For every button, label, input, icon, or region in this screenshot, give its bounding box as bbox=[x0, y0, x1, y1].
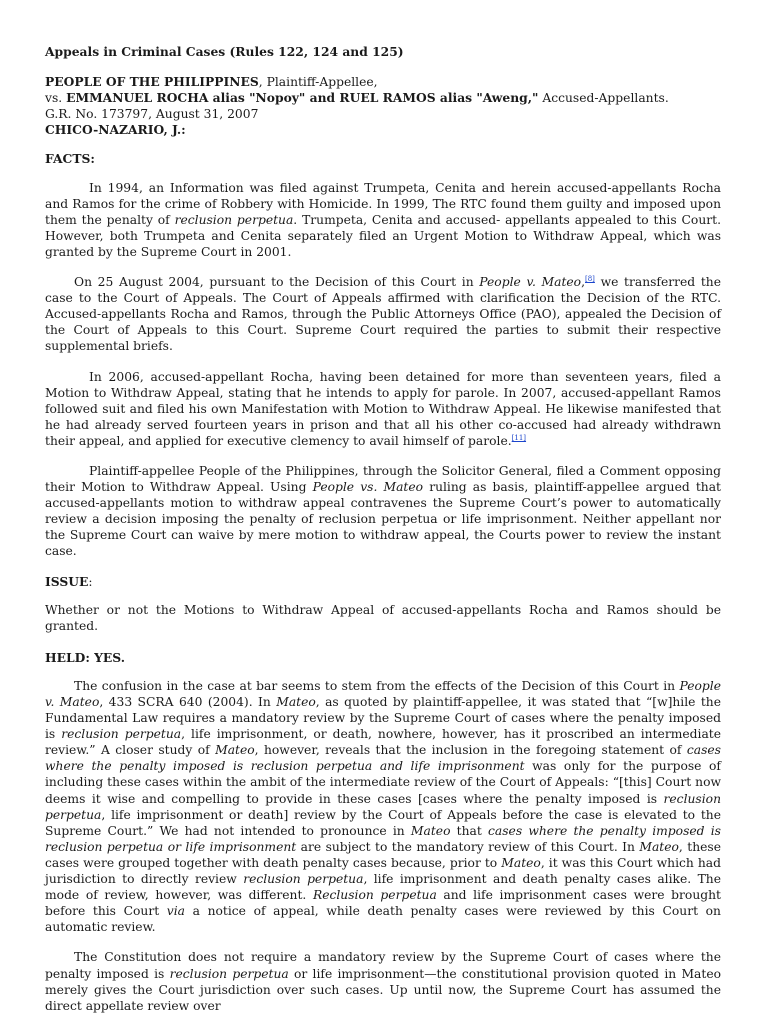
text-run: ruling as basis, plaintiff-appellee argued that accused-appellants motion to withdraw appeal contravenes the Supreme Court’s power to automatically review a decision imposing the penalty of reclusion perpetua or life imprisonment. Neither appellant nor the Supreme Court can waive by mere motion to withdraw appeal, the Courts power to review the instant case. bbox=[45, 480, 721, 559]
defendant-role: Accused-Appellants. bbox=[538, 91, 669, 106]
italic-run: Reclusion perpetua bbox=[312, 888, 437, 903]
issue-text: Whether or not the Motions to Withdraw Appeal of accused-appellants Rocha and Ramos should be granted. bbox=[45, 602, 721, 633]
text-run: , it was this Court which had jurisdiction to directly review bbox=[45, 855, 721, 887]
gr-number-line: G.R. No. 173797, August 31, 2007 bbox=[45, 107, 259, 122]
facts-heading: FACTS: bbox=[45, 151, 95, 167]
ponente-line: CHICO-NAZARIO, J.: bbox=[45, 122, 186, 138]
text-run: The confusion in the case at bar seems to stem from the effects of the Decision of this Court in bbox=[74, 678, 680, 693]
facts-paragraph-2 bbox=[45, 274, 721, 354]
footnote-link-8[interactable]: [8] bbox=[584, 274, 595, 283]
document-page bbox=[45, 44, 721, 1028]
italic-run: via bbox=[166, 904, 186, 919]
text-run: , life imprisonment or death] review by the Court of Appeals before the case is elevated to the Supreme Court.” We had not intended to pronounce in bbox=[45, 807, 721, 838]
italic-run: Mateo bbox=[276, 695, 316, 709]
caption-line-1 bbox=[45, 74, 721, 90]
text-run: , bbox=[581, 275, 585, 290]
held-paragraph-1 bbox=[45, 678, 721, 936]
text-run: are subject to the mandatory review of this Court. In bbox=[296, 839, 640, 854]
italic-run: reclusion perpetua bbox=[174, 212, 294, 227]
italic-run: Mateo bbox=[410, 823, 451, 838]
text-run: Plaintiff-appellee People of the Philippines, through the Solicitor General, filed a Comment opposing their Motion to Withdraw Appeal. Using bbox=[45, 463, 721, 495]
versus-text: vs. bbox=[45, 91, 67, 106]
held-answer: : YES. bbox=[85, 649, 126, 665]
text-run: that bbox=[450, 823, 489, 838]
italic-run: People v. Mateo bbox=[45, 678, 721, 709]
issue-heading bbox=[45, 574, 721, 590]
issue-colon: : bbox=[88, 574, 93, 589]
text-run: On 25 August 2004, pursuant to the Decision of this Court in bbox=[74, 275, 480, 290]
italic-run: cases where the penalty imposed is reclusion perpetua or life imprisonment bbox=[45, 823, 721, 854]
italic-run: cases where the penalty imposed is reclusion perpetua and life imprisonment bbox=[45, 743, 721, 774]
text-run: In 2006, accused-appellant Rocha, having been detained for more than seventeen years, filed a Motion to Withdraw Appeal, stating that he intends to apply for parole. In 2007, accused-appellant Ramos followed suit and filed his own Manifestation with Motion to Withdraw Appeal. He likewise manifested that he had already served fourteen years in prison and that all his other co-accused had already withdrawn their appeal, and applied for executive clemency to avail himself of parole. bbox=[45, 369, 721, 448]
text-run: and life imprisonment cases were brought before this Court bbox=[45, 888, 721, 919]
issue-label: ISSUE bbox=[45, 573, 89, 589]
facts-paragraph-3 bbox=[45, 369, 721, 449]
text-run: we transferred the case to the Court of Appeals. The Court of Appeals affirmed with clarification the Decision of the RTC. Accused-appellants Rocha and Ramos, through the Public Attorneys Office (PAO), appealed the Decision of the Court of Appeals to this Court. Supreme Court required the parties to submit their respective supplemental briefs. bbox=[45, 275, 721, 354]
text-run: a notice of appeal, while death penalty cases were reviewed by this Court on automatic review. bbox=[45, 904, 721, 935]
held-paragraph-2 bbox=[45, 949, 721, 1013]
footnote-link-11[interactable]: [11] bbox=[511, 433, 527, 442]
plaintiff-role: , Plaintiff-Appellee, bbox=[258, 75, 378, 90]
italic-run: reclusion perpetua bbox=[45, 791, 721, 822]
italic-run: reclusion perpetua bbox=[169, 966, 289, 981]
case-caption bbox=[45, 74, 721, 138]
italic-run: Mateo bbox=[215, 743, 255, 758]
italic-run: reclusion perpetua bbox=[243, 872, 364, 887]
italic-run: Mateo bbox=[639, 839, 679, 854]
document-title: Appeals in Criminal Cases (Rules 122, 124 and 125) bbox=[45, 44, 404, 59]
text-run: , however, reveals that the inclusion in the foregoing statement of bbox=[254, 743, 687, 758]
italic-run: reclusion perpetua bbox=[61, 727, 182, 742]
text-run: In 1994, an Information was filed against Trumpeta, Cenita and herein accused-appellants Rocha and Ramos for the crime of Robbery with Homicide. In 1999, The RTC found them guilty and imposed upon them the penalty of bbox=[45, 180, 721, 227]
text-run: . Trumpeta, Cenita and accused- appellants appealed to this Court. However, both Trumpeta and Cenita separately filed an Urgent Motion to Withdraw Appeal, which was granted by the Supreme Court in 2001. bbox=[45, 212, 721, 259]
facts-paragraph-4 bbox=[45, 463, 721, 560]
text-run: The Constitution does not require a mandatory review by the Supreme Court of cases where the penalty imposed is bbox=[45, 950, 721, 981]
text-run: , these cases were grouped together with death penalty cases because, prior to bbox=[45, 839, 721, 870]
plaintiff-name: PEOPLE OF THE PHILIPPINES bbox=[45, 74, 259, 90]
text-run: , life imprisonment, or death, nowhere, however, has it proscribed an intermediate review.” A closer study of bbox=[45, 727, 721, 758]
italic-run: People v. Mateo bbox=[479, 275, 582, 290]
held-label: HELD bbox=[45, 649, 86, 665]
text-run: , life imprisonment and death penalty cases alike. The mode of review, however, was different. bbox=[45, 872, 721, 903]
caption-line-2 bbox=[45, 90, 721, 106]
italic-run: People vs. Mateo bbox=[312, 480, 424, 495]
text-run: , as quoted by plaintiff-appellee, it was stated that “[w]hile the Fundamental Law requires a mandatory review by the Supreme Court of cases where the penalty imposed is bbox=[45, 695, 721, 742]
text-run: was only for the purpose of including these cases within the ambit of the intermediate review of the Court of Appeals: “[this] Court now deems it wise and compelling to provide in these cases [cases where the penalty imposed is bbox=[45, 759, 721, 806]
text-run: , 433 SCRA 640 (2004). In bbox=[99, 695, 277, 709]
text-run: or life imprisonment—the constitutional provision quoted in Mateo merely gives the Court jurisdiction over such cases. Up until now, the Supreme Court has assumed the direct appellate review over bbox=[45, 966, 721, 1013]
defendant-names: EMMANUEL ROCHA alias "Nopoy" and RUEL RAMOS alias "Aweng," bbox=[66, 90, 539, 106]
italic-run: Mateo bbox=[501, 855, 541, 870]
held-heading bbox=[45, 650, 721, 666]
facts-paragraph-1 bbox=[45, 180, 721, 260]
